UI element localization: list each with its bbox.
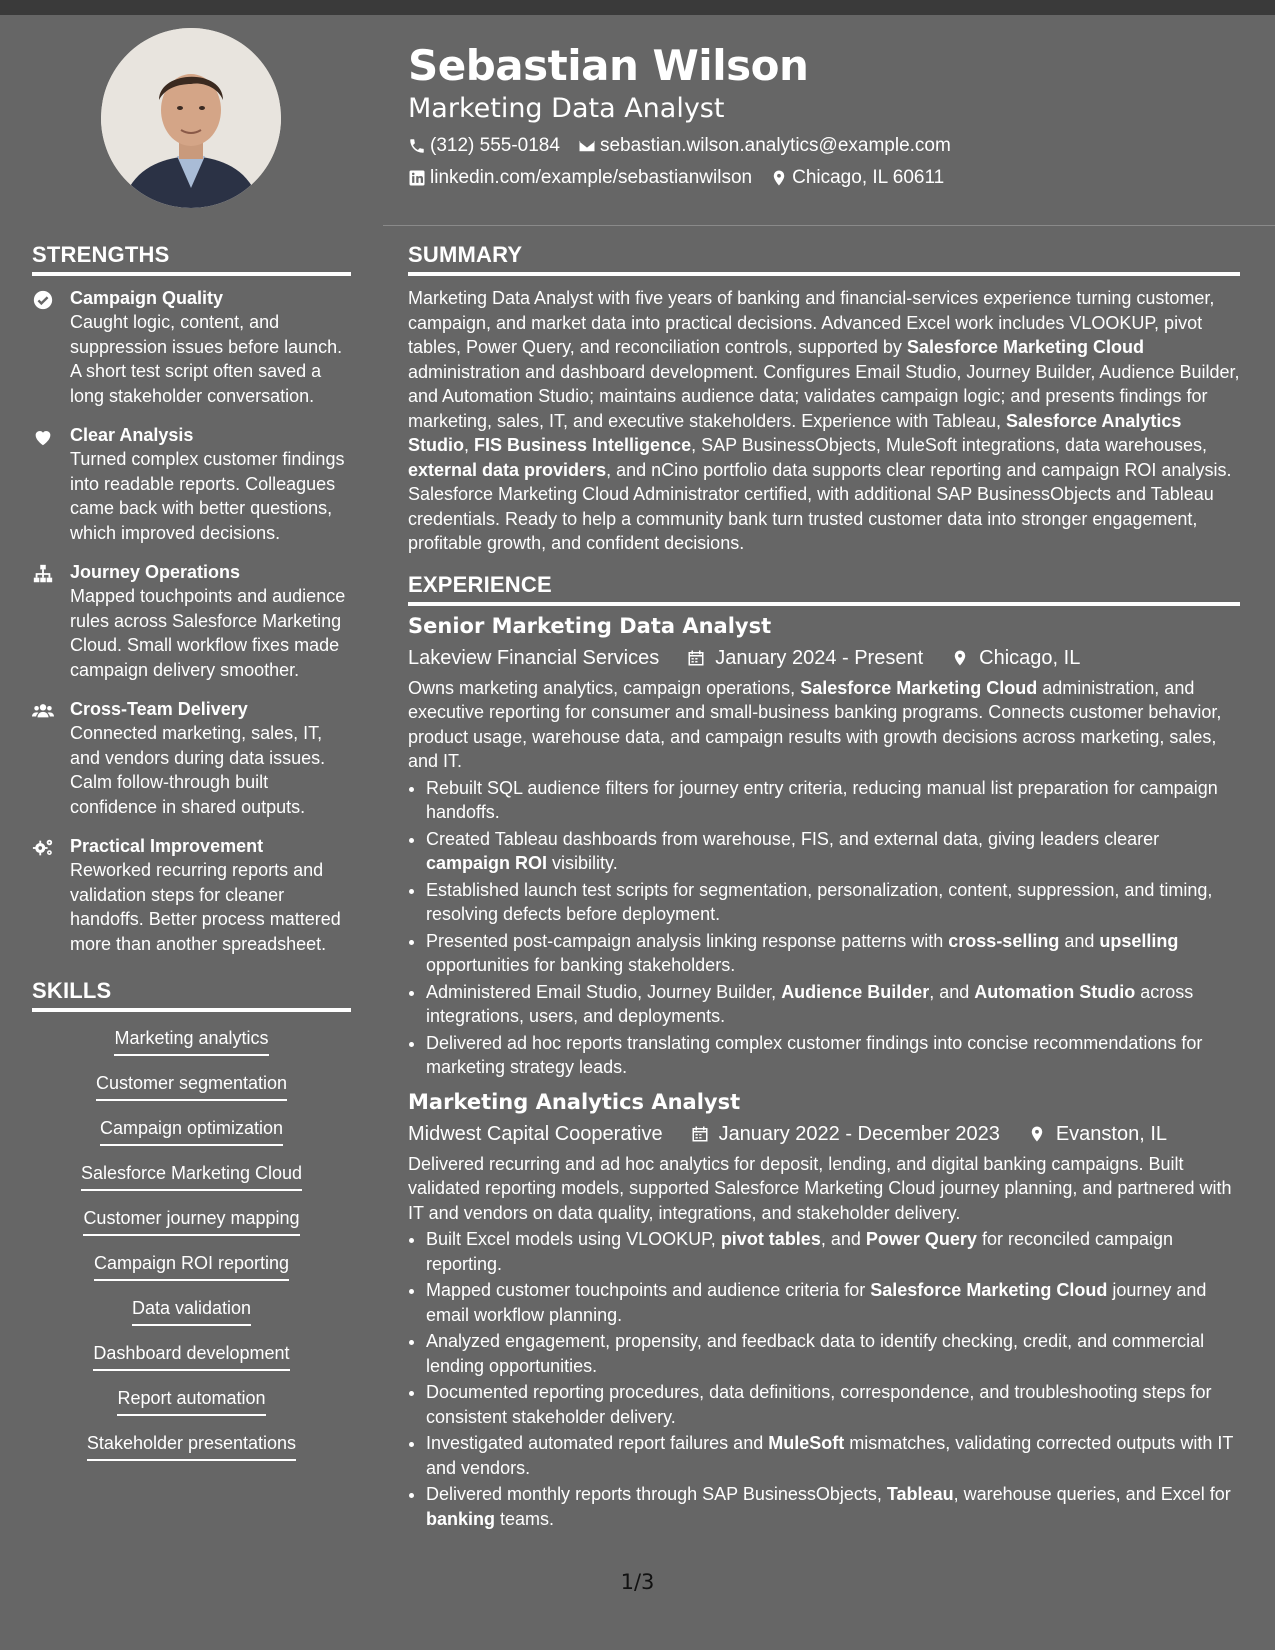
skill-tag: Marketing analytics — [114, 1026, 268, 1056]
page-number: 1/3 — [620, 1570, 655, 1594]
sitemap-icon — [32, 563, 54, 585]
strength-title: Practical Improvement — [70, 836, 264, 856]
email-contact[interactable] — [578, 130, 951, 162]
heart-icon — [32, 426, 54, 448]
location-contact — [770, 162, 944, 194]
skill-tag: Data validation — [132, 1296, 251, 1326]
strength-title: Clear Analysis — [70, 425, 194, 445]
skills-heading: SKILLS — [32, 978, 112, 1003]
job-bullet: • Created Tableau dashboards from warehouse, FIS, and external data, giving leaders clearer campaign ROI visibility. — [426, 827, 1240, 876]
experience-heading: EXPERIENCE — [408, 571, 552, 597]
map-pin-icon — [1028, 1125, 1046, 1143]
profile-photo — [101, 28, 281, 208]
candidate-name: Sebastian Wilson — [408, 41, 809, 90]
map-pin-icon — [951, 649, 969, 667]
skills-section — [32, 976, 351, 1476]
candidate-title: Marketing Data Analyst — [408, 93, 725, 124]
job-meta — [408, 642, 1240, 674]
skill-tag: Customer journey mapping — [83, 1206, 299, 1236]
job-role: Marketing Analytics Analyst — [408, 1089, 741, 1114]
strength-title: Campaign Quality — [70, 288, 224, 308]
skills-rule — [32, 1008, 351, 1012]
strength-desc: Reworked recurring reports and validation steps for cleaner handoffs. Better process mattered more than another spreadsheet. — [70, 860, 341, 954]
envelope-icon — [578, 137, 596, 155]
strength-item — [32, 286, 351, 408]
skill-tag: Report automation — [117, 1386, 265, 1416]
job-company: Midwest Capital Cooperative — [408, 1122, 663, 1145]
job-meta — [408, 1118, 1240, 1150]
strengths-heading: STRENGTHS — [32, 242, 170, 267]
job-entry — [408, 612, 1240, 1080]
phone-contact — [408, 130, 560, 162]
skill-tag: Dashboard development — [93, 1341, 289, 1371]
job-bullet: • Presented post-campaign analysis linking response patterns with cross-selling and upselling opportunities for banking stakeholders. — [426, 929, 1240, 978]
phone-icon — [408, 137, 426, 155]
job-location: Chicago, IL — [979, 646, 1081, 669]
job-bullets — [408, 1227, 1240, 1531]
users-icon — [32, 700, 54, 722]
strength-title: Journey Operations — [70, 562, 241, 582]
job-description: Delivered recurring and ad hoc analytics for deposit, lending, and digital banking campaigns. Built validated reporting models, supported Salesforce Marketing Cloud journey planning, and partnered with IT and vendors on data quality, integrations, and stakeholder delivery. — [408, 1153, 1232, 1223]
strength-desc: Mapped touchpoints and audience rules across Salesforce Marketing Cloud. Small workflow fixes made campaign delivery smoother. — [70, 586, 346, 680]
experience-rule — [408, 602, 1240, 606]
strength-item — [32, 560, 351, 682]
experience-section — [408, 570, 1240, 1532]
job-bullets — [408, 776, 1240, 1080]
strength-desc: Caught logic, content, and suppression issues before launch. A short test script often saved a long stakeholder conversation. — [70, 312, 343, 406]
skills-list — [32, 1022, 351, 1476]
strength-title: Cross-Team Delivery — [70, 699, 248, 719]
job-bullet: • Built Excel models using VLOOKUP, pivot tables, and Power Query for reconciled campaign reporting. — [426, 1227, 1240, 1276]
header-divider — [383, 225, 1275, 226]
job-location: Evanston, IL — [1055, 1122, 1168, 1145]
right-column — [408, 240, 1240, 1533]
job-description: Owns marketing analytics, campaign operations, Salesforce Marketing Cloud administration, and executive reporting for consumer and small-business banking programs. Connects customer behavior, product usage, warehouse data, and campaign results with growth decisions across marketing, sales, and IT. — [408, 677, 1222, 771]
top-bar — [0, 0, 1275, 15]
calendar-icon — [687, 649, 705, 667]
summary-heading: SUMMARY — [408, 242, 523, 267]
skill-tag: Campaign optimization — [100, 1116, 283, 1146]
resume-header — [408, 40, 1248, 194]
skill-tag: Stakeholder presentations — [87, 1431, 296, 1461]
job-company: Lakeview Financial Services — [408, 646, 660, 669]
job-bullet: • Delivered ad hoc reports translating complex customer findings into concise recommendations for marketing strategy leads. — [426, 1031, 1240, 1080]
phone-text: (312) 555-0184 — [430, 135, 560, 156]
job-dates: January 2024 - Present — [715, 646, 924, 669]
strength-desc: Turned complex customer findings into readable reports. Colleagues came back with better questions, which improved decisions. — [70, 449, 345, 543]
job-bullet: • Delivered monthly reports through SAP BusinessObjects, Tableau, warehouse queries, and Excel for banking teams. — [426, 1482, 1240, 1531]
summary-rule — [408, 272, 1240, 276]
calendar-icon — [691, 1125, 709, 1143]
skill-tag: Campaign ROI reporting — [94, 1251, 289, 1281]
strength-item — [32, 697, 351, 819]
left-column — [32, 240, 351, 1476]
job-entry — [408, 1088, 1240, 1532]
map-pin-icon — [770, 169, 788, 187]
skill-tag: Salesforce Marketing Cloud — [81, 1161, 302, 1191]
job-bullet: • Investigated automated report failures and MuleSoft mismatches, validating corrected outputs with IT and vendors. — [426, 1431, 1240, 1480]
job-dates: January 2022 - December 2023 — [718, 1122, 1000, 1145]
linkedin-icon — [408, 169, 426, 187]
summary-text: Marketing Data Analyst with five years of banking and financial-services experience turning customer, campaign, and market data into practical decisions. Advanced Excel work includes VLOOKUP, pivot tables, Power Query, and reconciliation controls, supported by Salesforce Marketing Cloud administration and dashboard development. Configures Email Studio, Journey Builder, Audience Builder, and Automation Studio; maintains audience data; validates campaign logic; and presents findings for marketing, sales, IT, and executive stakeholders. Experience with Tableau, Salesforce Analytics Studio, FIS Business Intelligence, SAP BusinessObjects, MuleSoft integrations, data warehouses, external data providers, and nCino portfolio data supports clear reporting and campaign ROI analysis. Salesforce Marketing Cloud Administrator certified, with additional SAP BusinessObjects and Tableau credentials. Ready to help a community bank turn trusted customer data into stronger engagement, profitable growth, and confident decisions. — [408, 288, 1240, 553]
job-role: Senior Marketing Data Analyst — [408, 613, 772, 638]
job-bullet: • Rebuilt SQL audience filters for journey entry criteria, reducing manual list preparation for campaign handoffs. — [426, 776, 1240, 825]
location-text: Chicago, IL 60611 — [792, 167, 945, 188]
strength-item — [32, 423, 351, 545]
job-bullet: • Documented reporting procedures, data definitions, correspondence, and troubleshooting steps for consistent stakeholder delivery. — [426, 1380, 1240, 1429]
job-bullet: • Established launch test scripts for segmentation, personalization, content, suppression, and timing, resolving defects before deployment. — [426, 878, 1240, 927]
job-bullet: • Analyzed engagement, propensity, and feedback data to identify checking, credit, and commercial lending opportunities. — [426, 1329, 1240, 1378]
contact-row-1 — [408, 130, 1248, 162]
check-circle-icon — [32, 289, 54, 311]
strengths-rule — [32, 272, 351, 276]
gears-icon — [32, 837, 54, 859]
linkedin-text[interactable]: linkedin.com/example/sebastianwilson — [430, 167, 753, 188]
skill-tag: Customer segmentation — [96, 1071, 287, 1101]
email-text[interactable]: sebastian.wilson.analytics@example.com — [599, 135, 951, 156]
linkedin-contact[interactable] — [408, 162, 752, 194]
job-bullet: • Administered Email Studio, Journey Builder, Audience Builder, and Automation Studio across integrations, users, and deployments. — [426, 980, 1240, 1029]
strength-desc: Connected marketing, sales, IT, and vendors during data issues. Calm follow-through built confidence in shared outputs. — [70, 723, 326, 817]
strength-item — [32, 834, 351, 956]
contact-row-2 — [408, 162, 1248, 194]
job-bullet: • Mapped customer touchpoints and audience criteria for Salesforce Marketing Cloud journey and email workflow planning. — [426, 1278, 1240, 1327]
